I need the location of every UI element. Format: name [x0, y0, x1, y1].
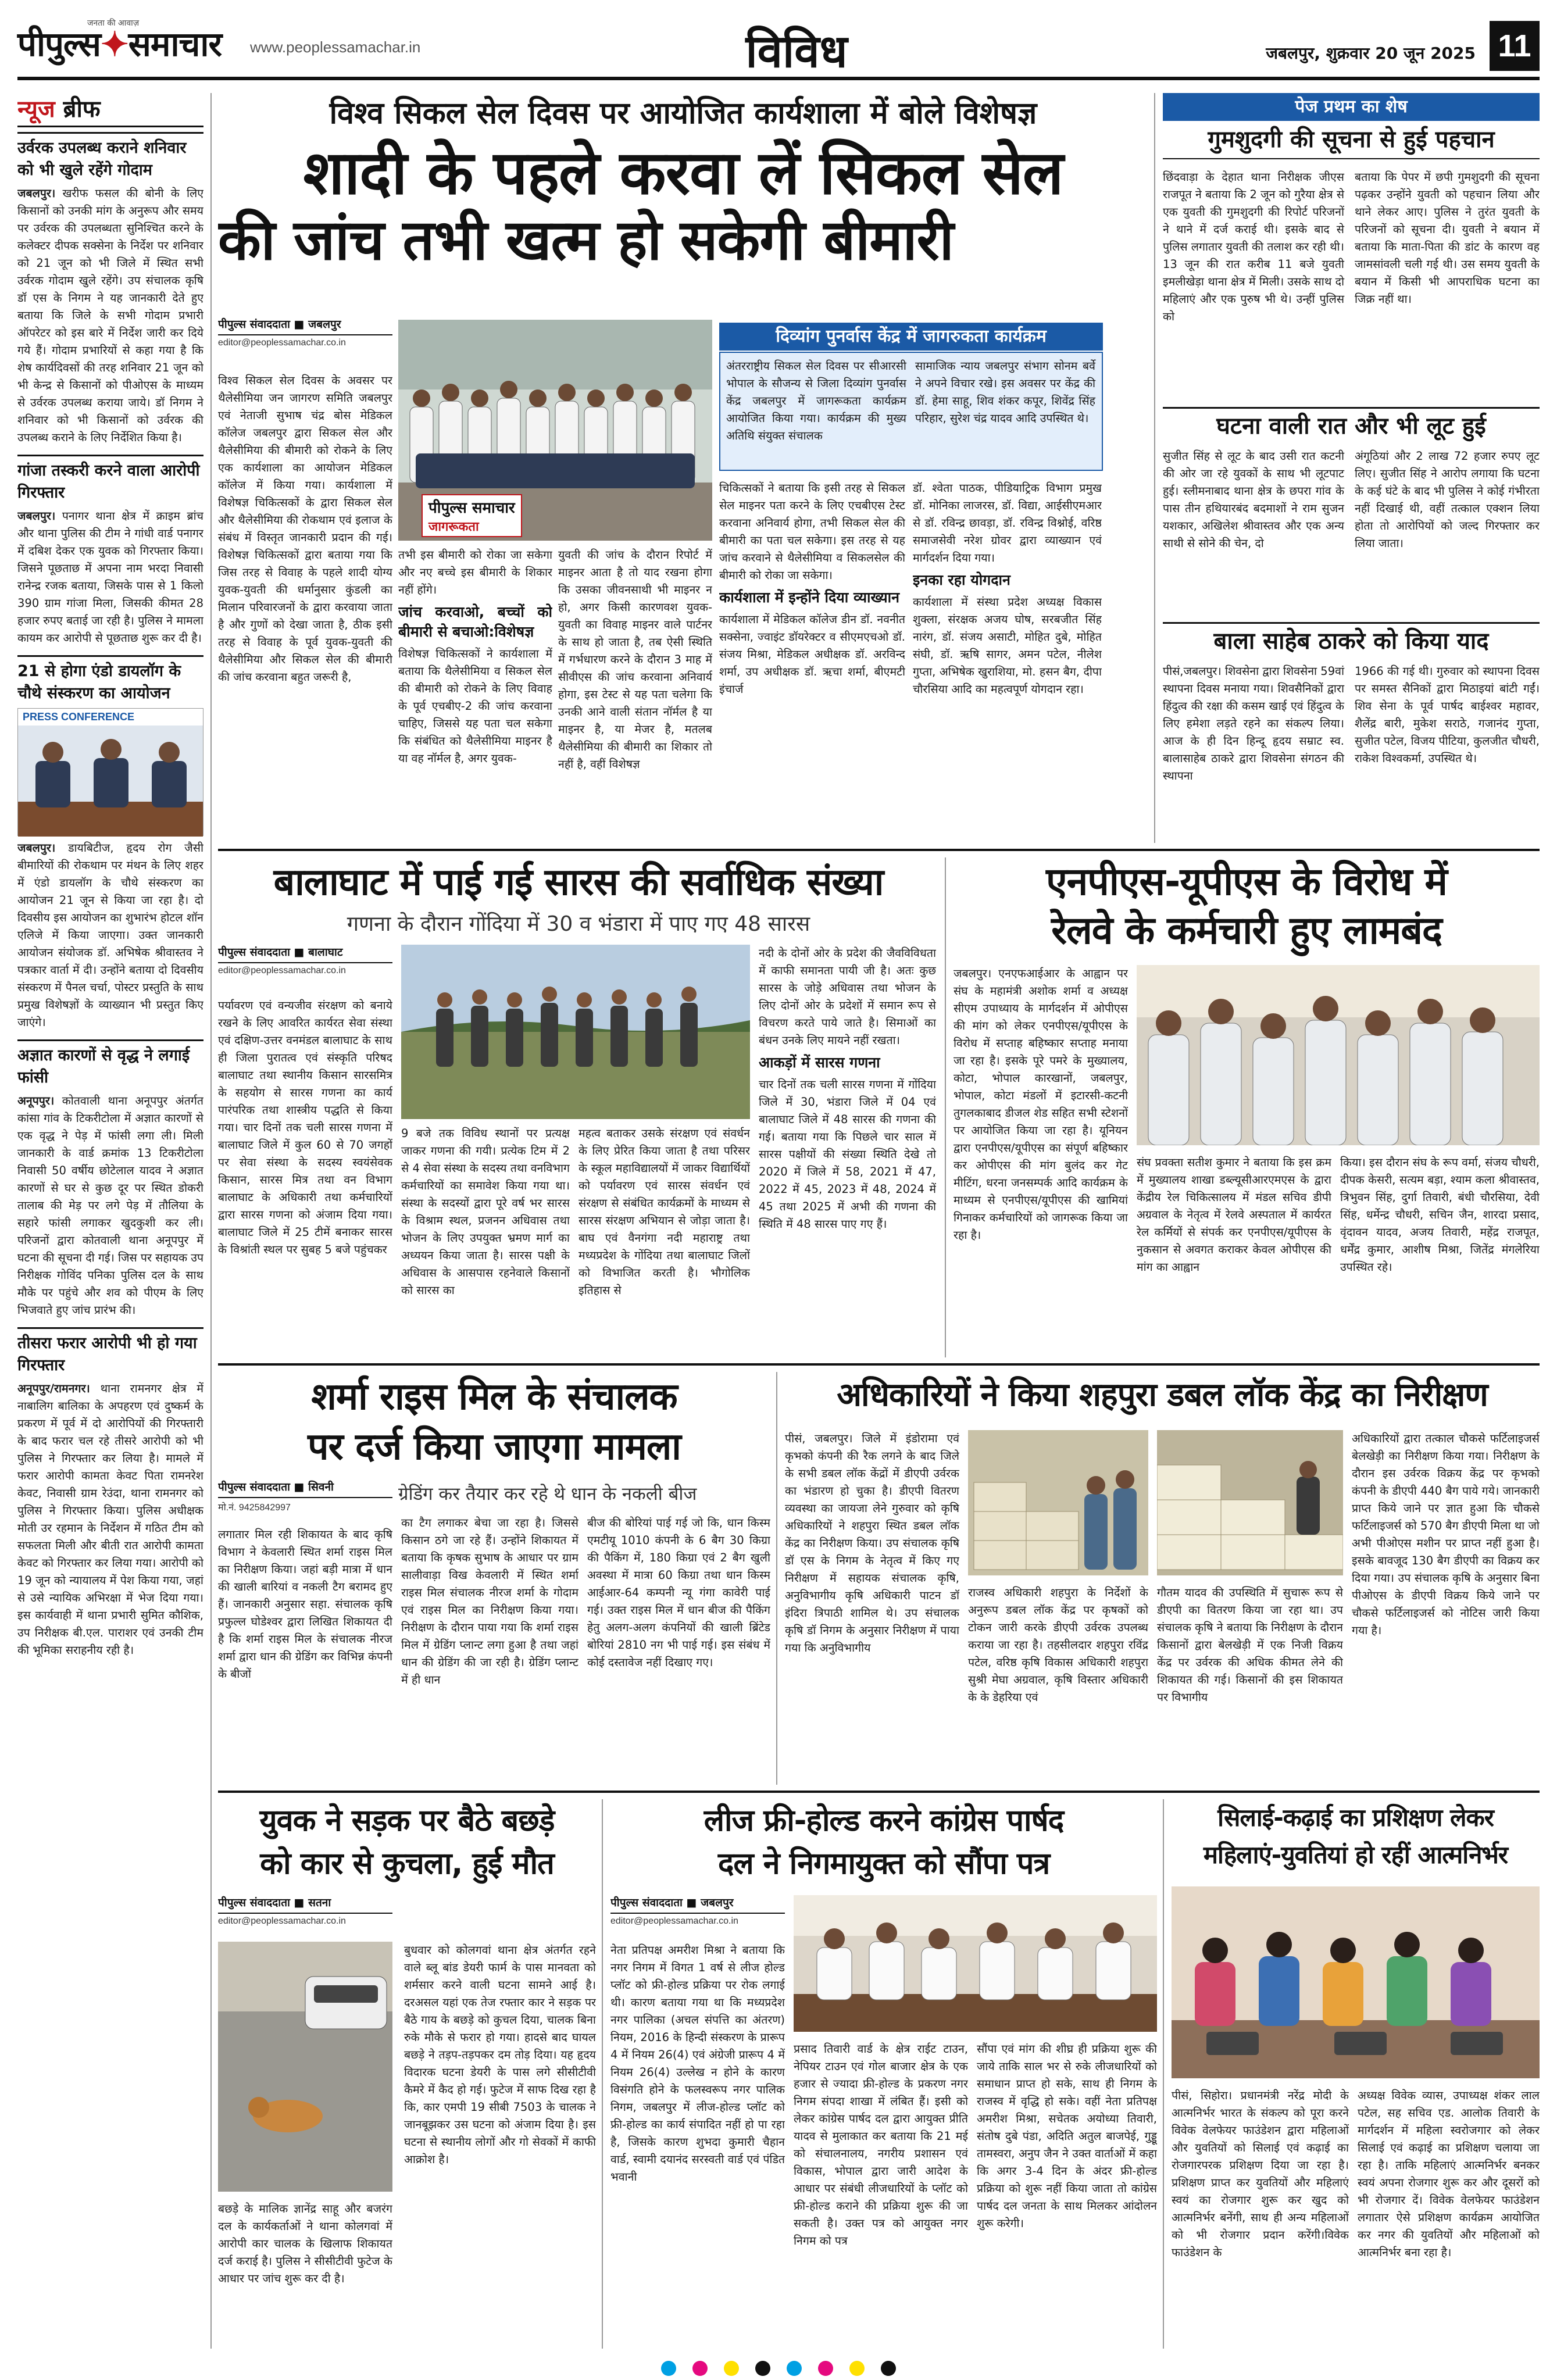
registration-dot — [787, 2361, 802, 2376]
news-brief-body — [17, 185, 203, 446]
nps-protest-photo — [1137, 965, 1540, 1145]
news-brief-headline: अज्ञात कारणों से वृद्ध ने लगाई फांसी — [17, 1039, 203, 1089]
shahpura-story — [785, 1372, 1540, 1785]
lease-photo-illustration — [794, 1895, 1157, 2032]
lead-col-3: युवती की जांच के दौरान रिपोर्ट में माइनर आता है तो याद रखना होगा कि उसका जीवनसाथी भी माइनर न हो, अगर किसी कारणवश युवक-युवती का विवाह माइनर वाले पार्टनर के साथ हो जाता है, तब ऐसी स्थिति में गर्भधारण करने के दौरान 3 माह में सीवीएस की जांच करवाना अनिवार्य होगा, इस टेस्ट से यह पता चलेगा कि उनकी आने वाली संतान नॉर्मल है या माइनर है, या मेजर है, मतलब थैलेसीमिया की बीमारी का शिकार तो नहीं है, वहीं विशेषज्ञ — [558, 548, 712, 771]
loot-headline: घटना वाली रात और भी लूट हुई — [1163, 407, 1540, 444]
site-url[interactable]: www.peoplessamachar.in — [250, 38, 421, 56]
lease-meeting-photo — [794, 1895, 1157, 2032]
saras-story — [218, 857, 939, 1357]
lead-byline-block — [218, 317, 392, 363]
news-brief-item — [17, 1039, 203, 1319]
accident-col-1: बछड़े के मालिक ज्ञानेंद्र साहू और बजरंग दल के कार्यकर्ताओं ने थाना कोलगवां में आरोपी कार चालक के खिलाफ शिकायत दर्ज कराई है। पुलिस ने सीसीटीवी फुटेज के आधार पर जांच शुरू कर दी है। — [218, 2202, 392, 2285]
saras-subheadline: गणना के दौरान गोंदिया में 30 व भंडारा में पाए गए 48 सारस — [347, 912, 810, 936]
lead-byline: पीपुल्स संवाददाता ■ जबलपुर — [218, 317, 392, 335]
news-brief-place: जबलपुर। — [17, 187, 56, 200]
nps-story — [954, 857, 1540, 1357]
section-title: विविध — [745, 25, 848, 78]
gumshudgi-col-right: बताया कि पेपर में छपी गुमशुदगी की सूचना पढ़कर उन्होंने युवती को पहचान लिया और थाने लेकर आए। पुलिस ने तुरंत युवती के परिजनों को सूचना दी। युवती ने बयान में बताया कि माता-पिता की डांट के कारण वह जामसांवली चली गई थी। उस समय युवती के बयान में किसी भी आपराधिक घटना का जिक्र नहीं था। — [1355, 170, 1540, 306]
rice-subheadline: ग्रेडिंग कर तैयार कर रहे थे धान के नकली बीज — [398, 1484, 697, 1505]
page-one-tag: पेज प्रथम का शेष — [1163, 93, 1540, 121]
lead-kicker: विश्व सिकल सेल दिवस पर आयोजित कार्यशाला में बोले विशेषज्ञ — [329, 96, 1037, 131]
sewing-col-1: पीसं, सिहोरा। प्रधानमंत्री नरेंद्र मोदी के आत्मनिर्भर भारत के संकल्प को पूरा करने विवेक वेलफेयर फाउंडेशन द्वारा महिलाओं और युवतियों को सिलाई एवं कढ़ाई का रोजगारपरक प्रशिक्षण दिया जा रहा है। प्रशिक्षण प्राप्त कर युवतियों और महिलाएं स्वयं का रोजगार शुरू कर खुद को आत्मनिर्भर बनेंगी, साथ ही अन्य महिलाओं को भी रोजगार प्रदान करेंगी।विवेक फाउंडेशन के — [1172, 2089, 1349, 2259]
news-brief-text: डायबिटीज, हृदय रोग जैसी बीमारियों की रोकथाम पर मंथन के लिए शहर में एंडो डायलॉग के चौथे संस्करण का आयोजन 21 जून से किया जा रहा है। दो दिवसीय इस आयोजन का शुभारंभ होटल शॉन एलिजे में किया जाएगा। उक्त जानकारी आयोजन संयोजक डॉ. अभिषेक श्रीवास्तव ने पत्रकार वार्ता में दी। उन्होंने बताया दो दिवसीय संस्करण में पैनल चर्चा, पोस्टर प्रस्तुति के साथ प्रमुख विशेषज्ञों के व्याख्यान भी प्रस्तुत किए जाएंगे। — [17, 841, 203, 1029]
saras-photo-illustration — [401, 945, 750, 1119]
lease-byline-block — [610, 1895, 785, 1936]
shahpura-photo-illustration-right — [1157, 1430, 1343, 1575]
registration-dot — [818, 2361, 833, 2376]
lead-subhead-3: इनका रहा योगदान — [913, 571, 1010, 588]
photo-watermark: पीपुल्स समाचार जागरूकता — [422, 494, 522, 537]
accident-photo-illustration — [218, 1942, 392, 2192]
nps-headline-2: रेलवे के कर्मचारी हुए लामबंद — [1051, 908, 1442, 953]
nps-headline-1: एनपीएस-यूपीएस के विरोध में — [1046, 859, 1447, 904]
nps-col-1: जबलपुर। एनएफआईआर के आह्वान पर संघ के महामंत्री अशोक शर्मा व अध्यक्ष सीएम उपाध्याय के मार्गदर्शन में ओपीएस की मांग को लेकर एनपीएस/यूपीएस के विरोध में सप्ताह बहिष्कार सप्ताह मनाया जा रहा है। इसके पूरे पमरे के मुख्यालय, कोटा, भोपाल कारखानों, जबलपुर, भोपाल, कोटा मंडलों में इटारसी-कटनी तुगलकाबाद डीजल शेड सहित सभी स्टेशनों पर आयोजित किया जा रहा है। यूनियन द्वारा एनपीएस/यूपीएस का संपूर्ण बहिष्कार कर ओपीएस की मांग बुलंद कर गेट मीटिंग, धरना जनसम्पर्क आदि कार्यक्रम के माध्यम से एनपीएस/यूपीएस की खामियां गिनाकर कर्मचारियों को जागरूक किया जा रहा है। — [954, 967, 1128, 1242]
accident-col-2: बुधवार को कोलगवां थाना क्षेत्र अंतर्गत रहने वाले ब्लू बांड डेयरी फार्म के पास मानवता को शर्मसार करने वाली घटना सामने आई है। दरअसल यहां एक तेज रफ्तार कार ने सड़क पर बैठे गाय के बछड़े को कुचल दिया, चालक बिना रुके मौके से फरार हो गया। हादसे बाद घायल बछड़े ने तड़प-तड़पकर दम तोड़ दिया। यह हृदय विदारक घटना डेयरी के पास लगे सीसीटीवी कैमरे में कैद हो गई। फुटेज में साफ दिख रहा है कि, कार एमपी 19 सीबी 7503 के चालक ने जानबूझकर उस घटना को अंजाम दिया है। इस घटना से स्थानीय लोगों और गो सेवकों में काफी आक्रोश है। — [404, 1943, 596, 2166]
newspaper-logo[interactable]: जनता की आवाज़ पीपुल्स✦समाचार — [17, 19, 222, 63]
news-brief-item — [17, 1327, 203, 1659]
sewing-photo-illustration — [1172, 1886, 1540, 2078]
section-rule — [218, 1363, 1540, 1366]
gumshudgi-headline: गुमशुदगी की सूचना से हुई पहचान — [1163, 121, 1540, 159]
news-brief-headline: उर्वरक उपलब्ध कराने शनिवार को भी खुले रहेंगे गोदाम — [17, 132, 203, 181]
lease-byline: पीपुल्स संवाददाता ■ जबलपुर — [610, 1895, 785, 1914]
loot-col-left: सुजीत सिंह से लूट के बाद उसी रात कटनी की ओर जा रहे युवकों के साथ भी लूटपाट हुई। स्लीमनाबाद थाना क्षेत्र के छपरा गांव के पास तीन हथियारबंद बदमाशों ने राम सुजन यशकार, अखिलेश श्रीवास्तव और एक अन्य साथी से सोने की चेन, दो — [1163, 449, 1344, 550]
gumshudgi-col-left: छिंदवाड़ा के देहात थाना निरीक्षक जीएस राजपूत ने बताया कि 2 जून को गुरैया क्षेत्र से एक युवती की गुमशुदगी की रिपोर्ट परिजनों ने थाने में दर्ज कराई थी। इसके बाद से पुलिस लगातार युवती की तलाश कर रही थी। 13 जून की रात करीब 11 बजे युवती इमलीखेड़ा थाना क्षेत्र में मिली। उसके साथ दो महिलाएं और एक पुरुष भी थे। उन्हीं पुलिस को — [1163, 170, 1344, 323]
lead-col-1: विश्व सिकल सेल दिवस के अवसर पर थैलेसीमिया जन जागरण समिति जबलपुर एवं नेताजी सुभाष चंद्र बोस मेडिकल कॉलेज जबलपुर द्वारा सिकल सेल और थैलेसीमिया की बीमारी को रोकने के लिए एक कार्यशाला का आयोजन मेडिकल कॉलेज में किया गया। कार्यशाला में विशेषज्ञ चिकित्सकों के द्वारा सिकल सेल और थैलेसीमिया की रोकथाम एवं इलाज के संबंध में विस्तृत जानकारी प्रदान की गई। विशेषज्ञ चिकित्सकों द्वारा बताया गया कि जिस तरह से विवाह के पहले शादी योग्य युवक-युवती की धर्मानुसार कुंडली का मिलान परिवारजनों के द्वारा करवाया जाता है और गुणों को देखा जाता है, ठीक इसी तरह से विवाह के पूर्व युवक-युवती की थैलेसीमिया और सिकल सेल की बीमारी की जांच करवाना बहुत जरूरी है, — [218, 374, 392, 684]
saras-col-1: पर्यावरण एवं वन्यजीव संरक्षण को बनाये रखने के लिए आवरित कार्यरत सेवा संस्था एवं दक्षिण-उत्तर वनमंडल बालाघाट के साथ ही जिला पुरातत्व एवं संस्कृति परिषद बालाघाट तथा स्थानीय किसान सारसमित्र के सहयोग से सारस गणना का कार्य पारंपरिक तथा शास्त्रीय पद्धति से किया गया। चार दिनों तक चली सारस गणना में बालाघाट जिले में कुल 60 से 70 जगहों पर सेवा संस्था के सदस्य स्वयंसेवक किसान, सारस मित्र तथा वन विभाग बालाघाट के अधिकारी तथा कर्मचारियों द्वारा सारस गणना को अंजाम दिया गया। बालाघाट जिले में 25 टीमें बनाकर सारस के विश्रांती स्थल पर सुबह 5 बजे पहुंचकर — [218, 999, 392, 1256]
news-brief-place: अनूपपुर। — [17, 1094, 55, 1107]
column-divider — [776, 1372, 777, 1785]
news-brief-place: अनूपपुर/रामनगर। — [17, 1382, 90, 1395]
saras-email[interactable]: editor@peoplessamachar.co.in — [218, 966, 346, 975]
lead-col-4: चिकित्सकों ने बताया कि इसी तरह से सिकल सेल माइनर पता करने के लिए एचबीएस टेस्ट करवाना अनिवार्य होगा, तभी सिकल सेल की बीमारी का पता चल सकेगा। इस तरह से यह जांच करवाने से थैलेसीमिया व सिकलसेल की बीमारी को रोका जा सकेगा। कार्यशाला में इन्होंने दिया व्याख्यान कार्यशाला में मेडिकल कॉलेज डीन डॉ. नवनीत सक्सेना, ज्वाइंट डॉयरेक्टर व सीएमएचओ डॉ. संजय मिश्रा, मेडिकल अधीक्षक डॉ. अरविन्द शर्मा, उप अधीक्षक डॉ. ऋचा शर्मा, बीएमटी इंचार्ज — [719, 481, 905, 696]
lease-headline-1: लीज फ्री-होल्ड करने कांग्रेस पार्षद — [703, 1803, 1064, 1838]
accident-email[interactable]: editor@peoplessamachar.co.in — [218, 1916, 346, 1926]
saras-headline: बालाघाट में पाई गई सारस की सर्वाधिक संख्या — [273, 861, 884, 904]
lead-col-2: तभी इस बीमारी को रोका जा सकेगा और नए बच्चे इस बीमारी के शिकार नहीं होंगे। जांच करवाओ, बच्चों को बीमारी से बचाओ:विशेषज्ञ विशेषज्ञ चिकित्सकों ने कार्यशाला में बताया कि थैलेसीमिया व सिकल सेल की बीमारी को रोकने के लिए विवाह के पूर्व एचबीए-2 की जांच करवाना चाहिए, जिससे यह पता चल सकेगा कि संबंधित को थैलेसीमिया माइनर है या वह नॉर्मल है, अगर युवक- — [398, 548, 552, 765]
lead-headline-1: शादी के पहले करवा लें सिकल सेल — [303, 137, 1063, 208]
news-brief-place: जबलपुर। — [17, 841, 56, 855]
saras-col-4: नदी के दोनों ओर के प्रदेश की जैवविविधता में काफी समानता पायी जी है। अतः कुछ सारस के जोड़े अधिवास तथा भोजन के लिए दोनों ओर के प्रदेशों में समान रूप से विचरण करते पाये जाते है। सिमाओं का बंधन उनके लिए मायने नहीं रखता। आकड़ों में सारस गणना चार दिनों तक चली सारस गणना में गोंदिया जिले में 30, भंडारा जिले में 04 एवं बालाघाट जिले में 48 सारस की गणना की गई। बताया गया कि पिछले चार साल में सारस पक्षीयों की संख्या स्थिति देखे तो 2020 में जिले में 58, 2021 में 47, 2022 में 45, 2023 में 48, 2024 में 45 तथा 2025 में अभी की गणना की स्थिति में 48 सारस पाए गए हैं। — [759, 946, 936, 1231]
lead-group-photo — [398, 320, 712, 541]
registration-dot — [881, 2361, 896, 2376]
lead-email[interactable]: editor@peoplessamachar.co.in — [218, 338, 346, 348]
saras-byline-block — [218, 945, 392, 991]
dateline: जबलपुर, शुक्रवार 20 जून 2025 — [1266, 44, 1476, 63]
loot-col-right: अंगूठियां और 2 लाख 72 हजार रुपए लूट लिए। सुजीत सिंह ने आरोप लगाया कि घटना के कई घंटे के बाद भी पुलिस ने कोई गंभीरता नहीं दिखाई थी, वहीं तत्काल एक्शन लिया होता तो आरोपियों को जल्द गिरफ्तार कर लिया जाता। — [1355, 449, 1540, 550]
saras-subhead: आकड़ों में सारस गणना — [759, 1054, 880, 1071]
logo-text-right: समाचार — [128, 25, 222, 63]
rice-byline-block — [218, 1480, 392, 1520]
shahpura-col-1: पीसं, जबलपुर। जिले में इंडोरामा एवं कृभको कंपनी की रैक लगने के बाद जिले के सभी डबल लॉक केंद्रों में डीएपी उर्वरक का भंडारण हो चुका है। डीएपी वितरण व्यवस्था का जायजा लेने गुरुवार को कृषि अधिकारियों ने शहपुरा स्थित डबल लॉक केंद्र का निरीक्षण किया। उप संचालक कृषि डॉ एस के निगम के नेतृत्व में किए गए निरीक्षण में सहायक संचालक कृषि, अनुविभागीय कृषि अधिकारी पाटन डॉ इंदिरा त्रिपाठी शामिल थे। उप संचालक कृषि डॉ निगम के अनुसार निरीक्षण में पाया गया कि अनुविभागीय — [785, 1432, 959, 1654]
news-brief-title: न्यूज ब्रीफ — [17, 93, 203, 127]
accident-story — [218, 1799, 596, 2349]
sewing-headline-2: महिलाएं-युवतियां हो रहीं आत्मनिर्भर — [1203, 1841, 1508, 1869]
divyang-left: अंतरराष्ट्रीय सिकल सेल दिवस पर सीआरसी भोपाल के सौजन्य से जिला दिव्यांग पुनर्वास केंद्र जबलपुर में जागरूकता कार्यक्रम आयोजित किया गया। कार्यक्रम की मुख्य अतिथि संयुक्त संचालक — [726, 359, 906, 442]
lead-col-5: डॉ. श्वेता पाठक, पीडियाट्रिक विभाग प्रमुख डॉ. मोनिका लाजरस, डॉ. विद्या, आईसीएमआर से डॉ. रविन्द्र छावड़ा, डॉ. रविन्द्र विश्नोई, वरिष्ठ समाजसेवी नरेश ग्रोवर द्वारा व्याख्यान एवं मार्गदर्शन दिया गया। इनका रहा योगदान कार्यशाला में संस्था प्रदेश अध्यक्ष विकास शुक्ला, संरक्षक अजय घोष, सरबजीत सिंह नारंग, डॉ. संजय असाटी, मोहित दुबे, मोहित संघी, डॉ. ऋषि सागर, अमन पटेल, नीलेश गुप्ता, अभिषेक खुराशिया, मो. हसन बैग, दीपा चौरसिया आदि का महत्वपूर्ण योगदान रहा। — [913, 481, 1102, 696]
saras-col-3: महत्व बताकर उसके संरक्षण एवं संवर्धन के लिए प्रेरित किया जाता है तथा परिसर के स्कूल महाविद्यालयों में जाकर विद्यार्थियों को पर्यावरण एवं सारस संवर्धन एवं संरक्षण से संबंधित कार्यक्रमों के माध्यम से सारस संरक्षण अभियान से जोड़ा जाता है। बाघ एवं वैनगंगा नदी महाराष्ट्र तथा मध्यप्रदेश के गोंदिया तथा बालाघाट जिलों को विभाजित करती है। भौगोलिक इतिहास से — [578, 1127, 750, 1297]
press-conference-banner: PRESS CONFERENCE — [18, 709, 203, 726]
news-brief-place: जबलपुर। — [17, 509, 56, 523]
rice-mill-story — [218, 1372, 770, 1785]
lead-subhead-2: कार्यशाला में इन्होंने दिया व्याख्यान — [719, 589, 899, 606]
column-divider — [1163, 1799, 1164, 2349]
lease-col-1: नेता प्रतिपक्ष अमरीश मिश्रा ने बताया कि नगर निगम में विगत 1 वर्ष से लीज होल्ड प्लॉट को फ्री-होल्ड प्रक्रिया पर रोक लगाई थी। कारण बताया गया था कि मध्यप्रदेश नगर पालिका (अचल संपत्ति का अंतरण) नियम, 2016 के हिन्दी संस्करण के प्रारूप 4 में नियम 26(4) एवं अंग्रेजी प्रारूप 4 में नियम 26(4) उल्लेख न होने के कारण विसंगति होने के फलस्वरूप नगर पालिक निगम, जबलपुर में लीज-होल्ड प्लॉट को फ्री-होल्ड का कार्य संपादित नहीं हो पा रहा है, जिसके कारण शुभदा कुमारी चैहान वार्ड, स्वामी दयानंद सरस्वती वार्ड एवं पंडित भवानी — [610, 1943, 785, 2184]
saras-team-photo — [401, 945, 750, 1119]
shahpura-photo-illustration-left — [968, 1430, 1148, 1575]
saras-byline: पीपुल्स संवाददाता ■ बालाघाट — [218, 945, 392, 963]
press-conference-photo — [17, 708, 203, 836]
section-rule — [218, 1791, 1540, 1793]
lead-subhead-1: जांच करवाओ, बच्चों को बीमारी से बचाओ:विशेषज्ञ — [398, 603, 552, 640]
registration-dot — [849, 2361, 865, 2376]
news-brief-item — [17, 655, 203, 1031]
registration-dot — [692, 2361, 708, 2376]
page-number: 11 — [1490, 21, 1540, 71]
lease-col-3: सौंपा एवं मांग की शीघ्र ही प्रक्रिया शुरू की जाये ताकि साल भर से रुके लीजधारियों को समाधान प्राप्त हो सके, साथ ही निगम के राजस्व में वृद्धि हो सके। वहीं नेता प्रतिपक्ष अमरीश मिश्रा, सचेतक अयोध्या तिवारी, संतोष दुबे पंडा, अदिति अतुल बाजपेई, गुड्डू तामस्वरा, अनुप जैन ने उक्त वार्ताओं में कहा कि अगर 3-4 दिन के अंदर फ्री-होल्ड प्रक्रिया को शुरू नहीं किया जाता तो कांग्रेस पार्षद दल जनता के साथ मिलकर आंदोलन शुरू करेगी। — [977, 2042, 1157, 2230]
logo-text-left: पीपुल्स — [17, 25, 101, 63]
divyang-box — [719, 352, 1103, 471]
accident-cctv-photo — [218, 1942, 392, 2192]
thackeray-headline: बाला साहेब ठाकरे को किया याद — [1163, 622, 1540, 659]
rice-phone: मो.नं. 9425842997 — [218, 1503, 291, 1513]
rice-col-2: का टैग लगाकर बेचा जा रहा है। जिससे किसान ठगे जा रहे हैं। उन्होंने शिकायत में बताया कि कृषक सुभाष के आधार पर ग्राम सालीवाड़ा विख केवलारी में स्थित शर्मा राइस मिल संचालक नीरज शर्मा के गोदाम एवं राइस मिल का निरीक्षण किया गया। निरीक्षण के दौरान पाया गया कि शर्मा राइस मिल में ग्रेडिंग प्लान्ट लगा हुआ है तथा जहां धान की ग्रेडिंग की जा रही है। ग्रेडिंग प्लान्ट में ही धान — [401, 1516, 578, 1686]
news-brief-body — [17, 839, 203, 1031]
column-divider — [210, 93, 212, 2349]
accident-headline-1: युवक ने सड़क पर बैठे बछड़े — [259, 1803, 555, 1838]
shahpura-headline: अधिकारियों ने किया शहपुरा डबल लॉक केंद्र का निरीक्षण — [837, 1376, 1488, 1414]
nps-col-3: किया। इस दौरान संघ के रूप वर्मा, संजय चौधरी, दीपक केसरी, सत्यम बड़ा, श्याम कला श्रीवास्तव, त्रिभुवन सिंह, दुर्गा तिवारी, बंधी चौरसिया, देवी सिंह, धर्मेन्द्र चौधरी, सचिन जैन, शारदा प्रसाद, वृंदावन यादव, अजय तिवारी, महेंद्र राजपूत, धर्मेंद्र कुमार, आशीष मिश्रा, जितेंद्र मंगलेरिया उपस्थित रहे। — [1340, 1156, 1540, 1274]
column-divider — [1154, 93, 1155, 843]
accident-byline: पीपुल्स संवाददाता ■ सतना — [218, 1895, 392, 1914]
page-one-continued — [1163, 93, 1540, 843]
nps-col-2: संघ प्रवक्ता सतीश कुमार ने बताया कि इस क्रम में मुख्यालय शाखा डब्ल्यूसीआरएमएस के द्वारा केंद्रीय रेल चिकित्सालय में मंडल सचिव डीपी अग्रवाल के नेतृत्व में रेलवे अस्पताल में कार्यरत रेल कर्मियों से संपर्क कर एनपीएस/यूपीएस के नुकसान से अवगत कराकर केवल ओपीएस की मांग का आह्वान — [1137, 1156, 1331, 1274]
rice-byline: पीपुल्स संवाददाता ■ सिवनी — [218, 1480, 392, 1498]
nps-photo-illustration — [1137, 965, 1540, 1145]
saras-col-2: 9 बजे तक विविध स्थानों पर प्रत्यक्ष जाकर गणना की गयी। प्रत्येक टिम में 2 से 4 सेवा संस्था के सदस्य तथा वनविभाग कर्मचारियों का समावेश किया गया था। संस्था के सदस्यों द्वारा पूरे वर्ष भर सारस के विश्राम स्थल, प्रजनन अधिवास तथा भोजन के लिए उपयुक्त भ्रमण मार्ग का अध्ययन किया जाता है। सारस पक्षी के अधिवास के आसपास रहनेवाले किसानों को सारस का — [401, 1127, 570, 1297]
rice-headline-1: शर्मा राइस मिल के संचालक — [311, 1375, 677, 1418]
lease-story — [610, 1799, 1157, 2349]
accident-headline-2: को कार से कुचला, हुई मौत — [260, 1846, 554, 1881]
registration-dot — [661, 2361, 676, 2376]
sewing-col-2: अध्यक्ष विवेक व्यास, उपाध्यक्ष शंकर लाल पटेल, सह सचिव एड. आलोक तिवारी के मार्गदर्शन में महिला स्वरोजगार को लेकर सिलाई एवं कढ़ाई का प्रशिक्षण चलाया जा रहा है। ताकि महिलाएं आत्मनिर्भर बनकर स्वयं अपना रोजगार शुरू कर और दूसरों को भी रोजगार दें। विवेक वेलफेयर फाउंडेशन लगातार ऐसे प्रशिक्षण कार्यक्रम आयोजित कर नगर की युवतियों और महिलाओं को आत्मनिर्भर बना रहा है। — [1358, 2089, 1540, 2259]
news-brief-column — [17, 93, 203, 2349]
lead-headline-2: की जांच तभी खत्म हो सकेगी बीमारी — [218, 207, 954, 273]
column-divider — [602, 1799, 603, 2349]
news-brief-headline: तीसरा फरार आरोपी भी हो गया गिरफ्तार — [17, 1327, 203, 1377]
news-brief-item — [17, 455, 203, 647]
news-brief-item — [17, 132, 203, 446]
news-brief-body — [17, 1380, 203, 1659]
news-brief-text: कोतवाली थाना अनूपपुर अंतर्गत कांसा गांव के टिकरीटोला में अज्ञात कारणों से एक वृद्ध ने पेड़ में फांसी लगा ली। मिली जानकारी के वार्ड क्रमांक 13 टिकरीटोला निवासी 50 वर्षीय छोटेलाल यादव ने अज्ञात कारणों से घर से कुछ दूर पर स्थित डोकरी तालाब की मेड़ पर लगे पेड़ में तौलिया के सहारे फांसी लगाकर खुदकुशी कर ली। परिजनों द्वारा कोतवाली थाना अनूपपुर में घटना की सूचना दी गई। जिस पर सहायक उप निरीक्षक गोविंद पनिका पुलिस दल के साथ मौके पर पहुंचे और शव को पीएम के लिए भिजवाते हुए जांच प्रारंभ की। — [17, 1094, 203, 1317]
logo-tagline: जनता की आवाज़ — [87, 19, 140, 28]
print-registration-marks — [0, 2357, 1557, 2380]
thackeray-col-left: पीसं,जबलपुर। शिवसेना द्वारा शिवसेना 59वां स्थापना दिवस मनाया गया। शिवसैनिकों द्वारा हिंदुत्व की रक्षा की कसम खाई एवं हिंदुत्व के लिए हमेशा लड़ते रहने का संकल्प लिया। आज के ही दिन हिन्दू हृदय सम्राट स्व. बालासाहेब ठाकरे द्वारा शिवसेना संगठन की स्थापना — [1163, 664, 1344, 782]
lead-story — [218, 93, 1148, 843]
news-brief-text: खरीफ फसल की बोनी के लिए किसानों को उनकी मांग के अनुरूप और समय पर उर्वरक की उपलब्धता सुनिश्चित करने के कलेक्टर दीपक सक्सेना के निर्देश पर शनिवार को 21 जून को भी जिले में स्थित सभी उर्वरक गोदाम खुले रहेंगे। उप संचालक कृषि डॉ एस के निगम ने यह जानकारी देते हुए बताया कि जिले के सभी गोदाम प्रभारी ऑपरेटर को इस बारे में निर्देश जारी कर दिये गये हैं। गोदाम प्रभारियों से कहा गया है कि शेष कार्यदिवसों की तरह शनिवार 21 जून को भी केन्द्र से किसानों को पीओएस के माध्यम से उर्वरक उपलब्ध कराया जाये। डॉ निगम ने शनिवार को भी किसानों को उर्वरक की उपलब्ध कराने के लिए निर्देशित किया है। — [17, 187, 203, 444]
masthead — [17, 16, 1540, 80]
rice-headline-2: पर दर्ज किया जाएगा मामला — [308, 1425, 681, 1468]
rice-col-3: बीज की बोरियां पाई गई जो कि, धान किस्म एमटीयू 1010 कंपनी के 6 बैग 30 किग्रा की पैकिंग में, 180 किग्रा एवं 2 बैग खुली अवस्था में मात्रा 60 किग्रा तथा धान किस्म आईआर-64 कम्पनी न्यू गंगा कावेरी पाई गई। उक्त राइस मिल में धान बीज की पैकिंग हेतु अलग-अलग कंपनियों की खाली ब्रिंटेड बोरियां 2810 नग भी पाई गई। इस संबंध में कोई दस्तावेज नहीं दिखाए गए। — [587, 1516, 770, 1669]
news-brief-body — [17, 508, 203, 647]
sewing-class-photo — [1172, 1886, 1540, 2078]
lease-email[interactable]: editor@peoplessamachar.co.in — [610, 1916, 738, 1926]
news-brief-body — [17, 1092, 203, 1319]
shahpura-col-2: राजस्व अधिकारी शहपुरा के निर्देशों के अनुरूप डबल लॉक केंद्र पर कृषकों को टोकन जारी करके डीएपी उर्वरक उपलब्ध कराया जा रहा है। तहसीलदार शहपुरा रविंद्र पटेल, वरिष्ठ कृषि विकास अधिकारी शहपुरा सुश्री मेघा अग्रवाल, कृषि विस्तार अधिकारी के के डेहरिया एवं — [968, 1586, 1148, 1704]
accident-byline-block — [218, 1895, 392, 1936]
lease-headline-2: दल ने निगमायुक्त को सौंपा पत्र — [717, 1846, 1050, 1881]
column-divider — [945, 857, 946, 1357]
news-brief-headline: गांजा तस्करी करने वाला आरोपी गिरफ्तार — [17, 455, 203, 504]
divyang-right: सामाजिक न्याय जबलपुर संभाग सोनम बर्वे ने अपने विचार रखे। इस अवसर पर केंद्र की डॉ. हेमा साहू, शिव शंकर कपूर, शिवेंद्र सिंह परिहार, सुरेश चंद्र यादव आदि उपस्थित थे। — [915, 359, 1095, 425]
news-brief-list — [17, 132, 203, 1659]
sewing-story — [1172, 1799, 1540, 2349]
registration-dot — [724, 2361, 739, 2376]
shahpura-photo-left — [968, 1430, 1148, 1575]
news-brief-text: थाना रामनगर क्षेत्र में नाबालिग बालिका के अपहरण एवं दुष्कर्म के प्रकरण में पूर्व में दो आरोपियों की गिरफ्तारी के बाद फरार चल रहे तीसरे आरोपी को भी पुलिस ने गिरफ्तार कर लिया है। मामले में फरार आरोपी कामता केवट पिता रामनरेश केवट, निवासी ग्राम रेउंदा, थाना रामनगर को पुलिस ने गिरफ्तार किया। पुलिस अधीक्षक मोती उर रहमान के निर्देशन में गठित टीम को सफलता मिली और बीती रात आरोपी कामता केवट को गिरफ्तार कर लिया गया। आरोपी को 19 जून को न्यायालय में पेश किया गया, जहां से उसे न्यायिक अभिरक्षा में भेज दिया गया। इस कार्यवाही में थाना प्रभारी सुमित कौशिक, उप निरीक्षक बी.एल. पाराशर एवं उनकी टीम की भूमिका सराहनीय रही है। — [17, 1382, 203, 1657]
section-rule — [218, 849, 1540, 851]
rice-col-1: लगातार मिल रही शिकायत के बाद कृषि विभाग ने केवलारी स्थित शर्मा राइस मिल का निरीक्षण किया। जहां बड़ी मात्रा में धान की खाली बारियां व नकली टैग बरामद हुए हैं। जानकारी अनुसार सहा. संचालक कृषि प्रफुल्ल घोडेश्वर द्वारा लिखित शिकायत दी है कि शर्मा राइस मिल के संचालक नीरज शर्मा द्वारा धान की ग्रेडिंग कर विभिन्न कंपनी के बीजों — [218, 1528, 392, 1681]
news-brief-text: पनागर थाना क्षेत्र में क्राइम ब्रांच और थाना पुलिस की टीम ने गांधी वार्ड पनागर में दबिश देकर एक युवक को गिरफ्तार किया। जिसने पूछताछ में अपना नाम भरदा निवासी रानेन्द्र रजक बताया, जिसके पास से 1 किलो 390 ग्राम गांजा मिला, जिसकी कीमत 28 हजार रुपए बताई जा रही है। पुलिस ने मामला कायम कर आरोपी से पूछताछ शुरू कर दी है। — [17, 509, 203, 645]
shahpura-photo-right — [1157, 1430, 1343, 1575]
news-brief-headline: 21 से होगा एंडो डायलॉग के चौथे संस्करण का आयोजन — [17, 655, 203, 705]
registration-dot — [755, 2361, 770, 2376]
divyang-tag: दिव्यांग पुनर्वास केंद्र में जागरुकता कार्यक्रम — [719, 323, 1103, 351]
sewing-headline-1: सिलाई-कढ़ाई का प्रशिक्षण लेकर — [1217, 1803, 1494, 1832]
thackeray-col-right: 1966 की गई थी। गुरुवार को स्थापना दिवस पर समस्त सैनिकों द्वारा मिठाइयां बांटी गईं। शिव सेना के पूर्व पार्षद बाईश्वर महावर, शैलेंद्र बारी, मुकेश सराठे, गजानंद गुप्ता, सुजीत पटेल, विजय पीटिया, कुलजीत चौधरी, राकेश विश्वकर्मा, उपस्थित थे। — [1355, 664, 1540, 765]
shahpura-col-4: अधिकारियों द्वारा तत्काल चौकसे फर्टिलाइजर्स बेलखेड़ी का निरीक्षण किया गया। निरीक्षण के दौरान इस उर्वरक विक्रय केंद्र पर कृभको कंपनी के डीएपी 440 बैग पाये गये। जानकारी प्राप्त किये जाने पर ज्ञात हुआ कि चौकसे फर्टिलाइजर्स को 570 बैग डीएपी मिला था जो अभी पीओएस मशीन पर प्राप्त नहीं हुआ है। इसके बावजूद 130 बैग डीएपी का विक्रय कर दिया गया। उप संचालक कृषि के अनुसार बिना पीओएस के डीएपी विक्रय किये जाने पर चौकसे फर्टिलाइजर्स को नोटिस जारी किया गया है। — [1352, 1432, 1540, 1637]
shahpura-col-3: गौतम यादव की उपस्थिति में सुचारू रूप से डीएपी का वितरण किया जा रहा था। उप संचालक कृषि ने बताया कि निरीक्षण के दौरान किसानों द्वारा बेलखेड़ी में एक निजी विक्रय केंद्र पर उर्वरक की अधिक कीमत लेने की शिकायत की गई। किसानों की इस शिकायत पर विभागीय — [1157, 1586, 1343, 1704]
press-conference-illustration — [18, 726, 203, 837]
lease-col-2: प्रसाद तिवारी वार्ड के क्षेत्र राईट टाउन, नेपियर टाउन एवं गोल बाजार क्षेत्र के एक हजार से ज्यादा फ्री-होल्ड के प्रकरण नगर निगम संपदा शाखा में लंबित हैं। इसी को लेकर कांग्रेस पार्षद दल द्वारा आयुक्त प्रीति यादव से मुलाकात कर बताया कि 21 मई को संचालनालय, नगरीय प्रशासन एवं विकास, भोपाल द्वारा जारी आदेश के आधार पर संबंधी लीजधारियों के प्लॉट को फ्री-होल्ड कराने की प्रक्रिया शुरू की जा सकती है। उक्त पत्र को आयुक्त नगर निगम को पत्र — [794, 2042, 968, 2247]
